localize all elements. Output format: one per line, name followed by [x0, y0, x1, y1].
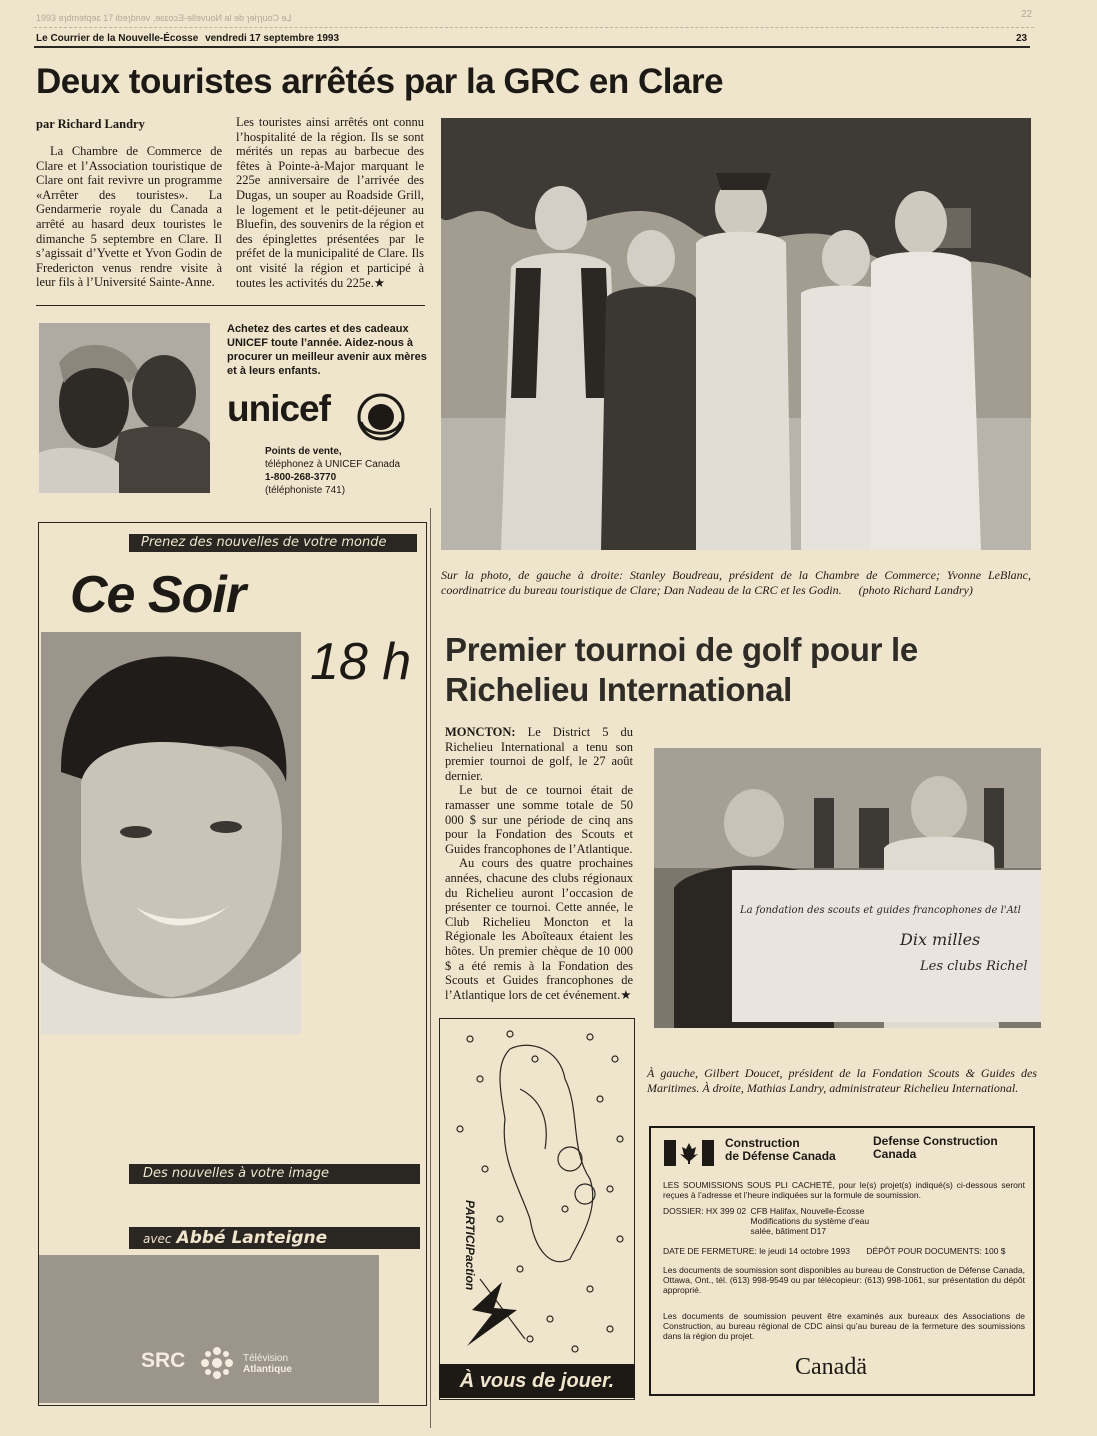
unicef-operator: (téléphoniste 741) [265, 485, 346, 496]
src-host-name: Abbé Lanteigne [176, 1228, 328, 1248]
running-header [36, 33, 339, 44]
canada-wordmark: Canadä [795, 1354, 867, 1380]
src-channel-line2: Atlantique [243, 1364, 292, 1375]
host-portrait [41, 632, 301, 1034]
src-channel-line1: Télévision [243, 1353, 289, 1364]
paper-name: Le Courrier de la Nouvelle-Écosse [36, 33, 199, 44]
tender-closing: DATE DE FERMETURE: le jeudi 14 octobre 1993 DÉPÔT POUR DOCUMENTS: 100 $ [663, 1246, 1006, 1256]
cheque-photo-caption: À gauche, Gilbert Doucet, président de la Fondation Scouts & Guides des Maritimes. À droite, Mathias Landry, administrateur Richelieu International. [647, 1066, 1037, 1095]
src-banner: Prenez des nouvelles de votre monde [129, 534, 417, 552]
cheque-signature: Les clubs Richel [920, 959, 1028, 974]
tender-dossier: DOSSIER: HX 399 02 CFB Halifax, Nouvelle-Écosse Modifications du système d’eau salée, bâtiment D17 [663, 1206, 870, 1236]
ghost-page-number: 22 [1021, 9, 1033, 20]
tender-documents: Les documents de soumission sont disponibles au bureau de Construction de Défense Canada, Ottawa, Ont., tél. (613) 998-9549 ou par télécopieur: (613) 998-1061, sur présentation du dépôt approprié. [663, 1265, 1025, 1295]
ghost-header: 1993 ɘɿdmɘtqɘɛ 17 ibɘɿbnɘv ,ɘɛɛoɔƎ-ɘllɘvuoИ al ɘb ɿɘiɿɿuoƆ ɘ⅃ [36, 13, 292, 23]
article1-headline: Deux touristes arrêtés par la GRC en Clare [36, 62, 724, 101]
src-time: 18 h [310, 633, 412, 691]
src-channel [243, 1353, 292, 1375]
column-rule [430, 508, 431, 1428]
header-rule [34, 46, 1030, 48]
page-number: 23 [1016, 33, 1028, 44]
article1-column2: Les touristes ainsi arrêtés ont connu l’hospitalité de la région. Ils se sont mérités un repas au barbecue des fêtes à Pointe-à-Major marquant le 225e anniversaire de l’arrivée des Dugas, un souper au Roadside Grill, le logement et le petit-déjeuner au Bluefin, des souvenirs de la région et des épinglettes présentées par le préfet de la municipalité de Clare. Ils ont visité la région et participé à toutes les activités du 225e.★ [236, 115, 424, 290]
article2-dateline: MONCTON: [445, 725, 516, 739]
article1-byline: par Richard Landry [36, 117, 145, 131]
tender-org-french: Construction de Défense Canada [725, 1136, 836, 1163]
article2-headline: Premier tournoi de golf pour le Richelieu International [445, 631, 918, 708]
cheque-amount: Dix milles [900, 930, 981, 949]
tourists-photo [441, 118, 1031, 550]
section-rule [36, 305, 425, 306]
unicef-logo-text: unicef [227, 388, 330, 429]
canada-flag-icon [664, 1140, 714, 1166]
tender-intro: LES SOUMISSIONS SOUS PLI CACHETÉ, pour le(s) projet(s) indiqué(s) ci-dessous seront reçues à l’adresse et l’heure indiquées sur la formule de soumission. [663, 1180, 1025, 1200]
participaction-slogan: À vous de jouer. [439, 1364, 635, 1398]
unicef-appeal: Achetez des cartes et des cadeaux UNICEF toute l’année. Aidez-nous à procurer un meilleur avenir aux mères et à leurs enfants. [227, 323, 427, 377]
src-host-bar [129, 1227, 420, 1249]
participaction-logo-icon [462, 1280, 522, 1350]
src-tagline: Des nouvelles à votre image [129, 1164, 420, 1184]
unicef-sales-line: téléphonez à UNICEF Canada [265, 459, 401, 470]
src-logo: SRC [141, 1349, 186, 1372]
tender-deposit: DÉPÔT POUR DOCUMENTS: 100 $ [866, 1246, 1006, 1256]
src-title: Ce Soir [70, 566, 246, 624]
unicef-photo [39, 323, 210, 493]
tender-org-english: Defense Construction Canada [873, 1134, 998, 1161]
unicef-phone: 1-800-268-3770 [265, 472, 337, 483]
src-avec: avec [143, 1232, 172, 1246]
ghost-rule [34, 27, 1034, 29]
issue-date: vendredi 17 septembre 1993 [205, 33, 340, 44]
article2-body: MONCTON: Le District 5 du Richelieu International a tenu son premier tournoi de golf, le 27 août dernier. Le but de ce tournoi était de ramasser une somme totale de 50 000 $ sur une période de cinq ans pour la Fondation des Scouts et Guides francophones de l’Atlantique. Au cours des quatre prochaines années, chacune des clubs régionaux du Richelieu auront l’occasion de présenter ce tournoi. Cette année, le Club Richelieu Moncton et la Régionale les Aboîteaux étaient les hôtes. Un premier chèque de 10 000 $ a été remis à la Fondation des Scouts et Guides francophones de l’Atlantique lors de cet événement.★ [445, 725, 634, 1002]
article1-column1: La Chambre de Commerce de Clare et l’Association touristique de Clare ont fait revivre un programme «Arrêter des touristes». La Gendarmerie royale du Canada a arrêté au hasard deux touristes le dimanche 5 septembre en Clare. Il s’agissait d’Yvette et Yvon Godin de Fredericton venus rendre visite à leur fils à l’Université Sainte-Anne. [36, 144, 222, 290]
unicef-sales-info [265, 445, 400, 497]
photo-credit: (photo Richard Landry) [858, 583, 973, 597]
cheque-payee: La fondation des scouts et guides francophones de l'Atl [740, 905, 1021, 916]
cbc-gem-icon [201, 1347, 233, 1379]
un-emblem-icon [356, 392, 406, 442]
tourists-photo-caption: Sur la photo, de gauche à droite: Stanley Boudreau, président de la Chambre de Commerce; Yvonne LeBlanc, coordinatrice du bureau touristique de Clare; Dan Nadeau de la CRC et les Godin. (photo Richard Landry) [441, 568, 1031, 597]
participaction-brand: PARTICIPaction [463, 1200, 477, 1291]
cheque-photo [654, 748, 1041, 1028]
unicef-sales-title: Points de vente, [265, 446, 342, 457]
cheque-writing [740, 905, 1040, 974]
tender-dossier-label: DOSSIER: HX 399 02 [663, 1206, 747, 1216]
tender-examination: Les documents de soumission peuvent être examinés aux bureaux des Associations de Construction, au bureau régional de CDC ainsi qu’au bureau de la fermeture des soumissions dans la région du projet. [663, 1311, 1025, 1341]
